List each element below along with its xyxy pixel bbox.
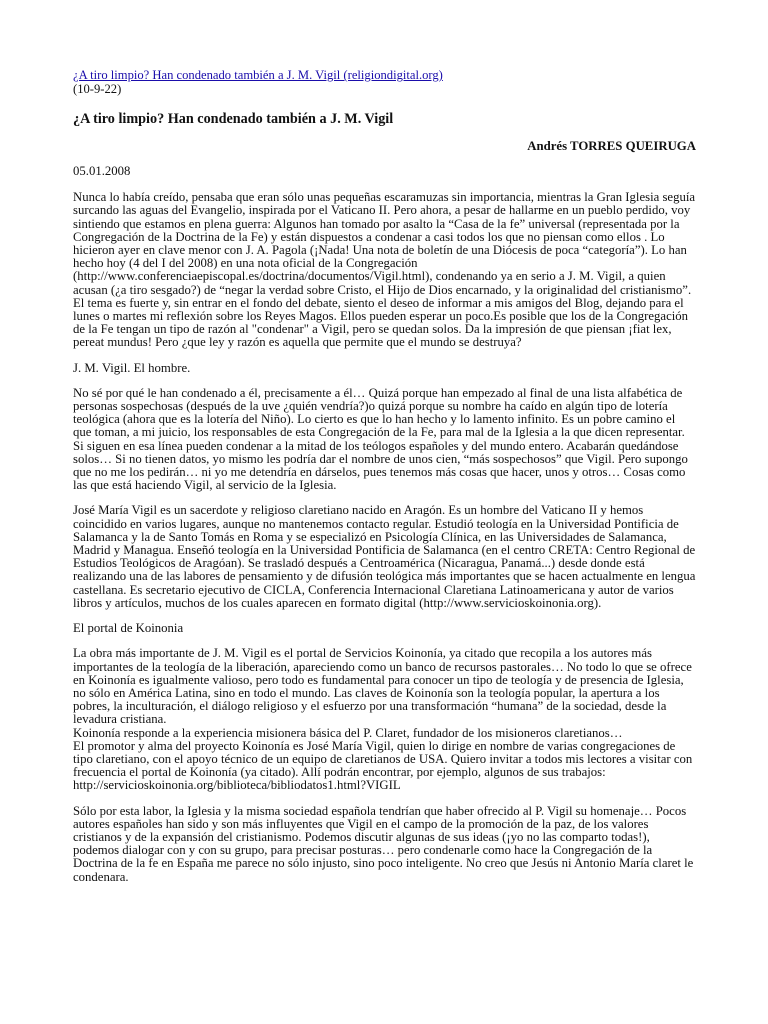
- paragraph-koinonia-claret: Koinonía responde a la experiencia misionera básica del P. Claret, fundador de los misioneros claretianos…: [73, 725, 623, 740]
- paragraph-conclusion: Sólo por esta labor, la Iglesia y la misma sociedad española tendrían que haber ofrecido al P. Vigil su homenaje… Pocos autores españoles han sido y son más influyentes que Vigil en el campo de la promoción de la paz, de los valores cristianos y de la expansión del cristianismo. Podemos discutir algunas de sus ideas (¡yo no las comparto todas!), podemos dialogar con y con su grupo, para precisar posturas… pero condenarle como hace la Congregación de la Doctrina de la fe en España me parece no sólo injusto, sino poco inteligente. No creo que Jesús ni Antonio María claret le condenara.: [73, 803, 694, 884]
- section-heading-hombre: J. M. Vigil. El hombre.: [73, 360, 191, 375]
- paragraph-biografia: José María Vigil es un sacerdote y religioso claretiano nacido en Aragón. Es un hombre del Vaticano II y hemos coincidido en varios lugares, aunque no mantenemos contacto regular. Estudió teología en la Universidad Pontificia de Salamanca y la de Santo Tomás en Roma y se especializó en Psicología Clínica, en las Universidades de Salamanca, Madrid y Managua. Enseñó teología en la Universidad Pontificia de Salamanca (en el centro CRETA: Centro Regional de Estudios Teológicos de Aragóan). Se trasladó después a Centroamérica (Nicaragua, Panamá...) desde donde está realizando una de las labores de pensamiento y de difusión teológica más importantes que se hacen actualmente en lengua castellana. Es secretario ejecutivo de CICLA, Conferencia Internacional Claretiana Latinoamericana y autor de varios libros y artículos, muchos de los cuales aparecen en formato digital (http://www.servicioskoinonia.org).: [73, 503, 696, 610]
- paragraph-condena: No sé por qué le han condenado a él, precisamente a él… Quizá porque han empezado al final de una lista alfabética de personas sospechosas (después de la uve ¿quién vendría?)o quizá porque su nombre ha caído en algún tipo de lotería teológica (ahora que es la lotería del Niño). Lo cierto es que lo han hecho y lo lamento infinito. Es un pobre camino el que toman, a mi juicio, los responsables de esta Congregación de la Fe, para mal de la Iglesia a la que dicen representar. Si siguen en esa línea pueden condenar a la mitad de los teólogos españoles y del mundo entero. Acabarán quedándose solos… Si no tienen datos, yo mismo les podría dar el nombre de unos cien, “más sospechosos” que Vigil. Pero supongo que no me los pedirán… ni yo me detendría en dárselos, pues tenemos más cosas que hacer, unos y otros… Cosas como las que está haciendo Vigil, al servicio de la Iglesia.: [73, 385, 688, 493]
- section-heading-koinonia: El portal de Koinonia: [73, 621, 184, 636]
- paragraph-koinonia-promotor: El promotor y alma del proyecto Koinonía es José María Vigil, quien lo dirige en nombre de varias congregaciones de tipo claretiano, con el apoyo técnico de un equipo de claretianos de USA. Quiero invitar a todos mis lectores a visitar con frecuencia el portal de Koinonía (ya citado). Allí podrán encontrar, por ejemplo, algunos de sus trabajos: http://servicioskoinonia.org/biblioteca/bibliodatos1.html?VIGIL: [73, 738, 693, 793]
- source-link[interactable]: ¿A tiro limpio? Han condenado también a J. M. Vigil (religiondigital.org): [73, 68, 443, 82]
- paragraph-intro: Nunca lo había creído, pensaba que eran sólo unas pequeñas escaramuzas sin importancia, mientras la Gran Iglesia seguía surcando las aguas del Evangelio, inspirada por el Vaticano II. Pero ahora, a pesar de hallarme en un pueblo perdido, voy sintiendo que estamos en plena guerra: Algunos han tomado por asalto la “Casa de la fe” universal (representada por la Congregación de la Doctrina de la Fe) y están dispuestos a condenar a casi todos los que no piensan como ellos . Lo hicieron ayer en clave menor con J. A. Pagola (¡Nada! Una nota de boletín de una Diócesis de poca “categoría”). Lo han hecho hoy (4 del I del 2008) en una nota oficial de la Congregación (http://www.conferenciaepiscopal.es/doctrina/documentos/Vigil.html), condenando ya en serio a J. M. Vigil, a quien acusan (¿a tiro sesgado?) de “negar la verdad sobre Cristo, el Hijo de Dios encarnado, y la originalidad del cristianismo”. El tema es fuerte y, sin entrar en el fondo del debate, siento el deseo de informar a mis amigos del Blog, dejando para el lunes o martes mi reflexión sobre los Reyes Magos. Ellos pueden esperar un poco.Es posible que los de la Congregación de la Fe tengan un tipo de razón al "condenar" a Vigil, pero se quedan solos. Da la impresión de que piensan ¡fiat lex, pereat mundus! Pero ¿que ley y razón es aquella que permite que el mundo se destruya?: [73, 190, 696, 350]
- source-date: (10-9-22): [73, 82, 122, 96]
- article-date: 05.01.2008: [73, 164, 131, 178]
- paragraph-koinonia-obra: La obra más importante de J. M. Vigil es el portal de Servicios Koinonía, ya citado que recopila a los autores más importantes de la teología de la liberación, apareciendo como un banco de recursos pastorales… No todo lo que se ofrece en Koinonía es igualmente valioso, pero todo es fundamental para conocer un tipo de teología y de presencia de Iglesia, no sólo en América Latina, sino en todo el mundo. Las claves de Koinonía son la teología popular, la apertura a los pobres, la inculturación, el diálogo religioso y el esfuerzo por una transformación “humana” de la sociedad, desde la levadura cristiana.: [73, 646, 692, 727]
- article-author: Andrés TORRES QUEIRUGA: [527, 139, 696, 153]
- article-title: ¿A tiro limpio? Han condenado también a J. M. Vigil: [73, 111, 394, 127]
